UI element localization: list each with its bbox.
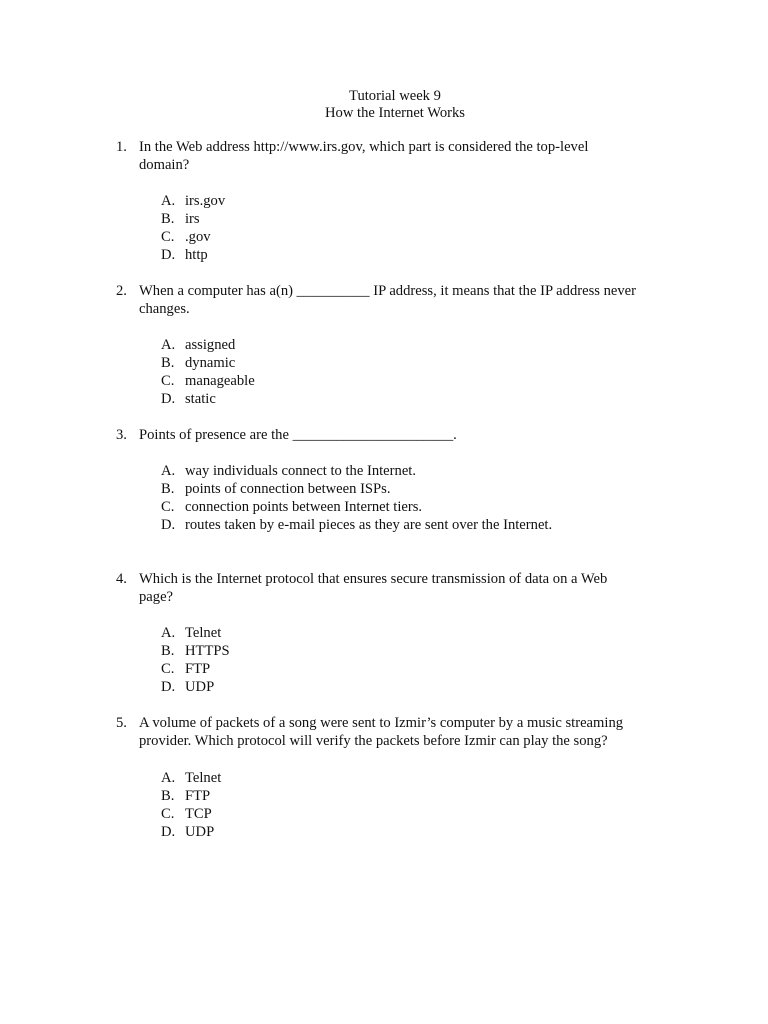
option-text: .gov [185, 229, 211, 245]
option-letter: D. [161, 247, 176, 263]
question-text-line: Points of presence are the ______________________. [139, 427, 457, 443]
question-3-options [0, 462, 768, 534]
option-a [0, 462, 768, 480]
question-text-line: changes. [139, 301, 190, 317]
option-letter: A. [161, 625, 176, 641]
option-text: http [185, 247, 208, 263]
option-letter: B. [161, 481, 175, 497]
option-letter: B. [161, 211, 175, 227]
option-b [0, 642, 768, 660]
document-title: Tutorial week 9 [349, 88, 441, 104]
option-letter: A. [161, 463, 176, 479]
question-text-line: provider. Which protocol will verify the packets before Izmir can play the song? [139, 733, 608, 749]
option-text: dynamic [185, 355, 236, 371]
option-text: Telnet [185, 770, 222, 786]
option-text: Telnet [185, 625, 222, 641]
option-b [0, 787, 768, 805]
option-text: irs.gov [185, 193, 226, 209]
option-letter: D. [161, 824, 176, 840]
option-text: manageable [185, 373, 255, 389]
question-5-options [0, 769, 768, 841]
option-text: UDP [185, 679, 215, 695]
option-text: points of connection between ISPs. [185, 481, 391, 497]
option-letter: D. [161, 517, 176, 533]
question-text [139, 138, 684, 174]
question-text [139, 570, 684, 606]
option-text: FTP [185, 788, 211, 804]
option-letter: C. [161, 229, 175, 245]
question-text-line: domain? [139, 157, 190, 173]
question-text-line: Which is the Internet protocol that ensures secure transmission of data on a Web [139, 571, 608, 587]
option-text: static [185, 391, 216, 407]
option-letter: D. [161, 679, 176, 695]
question-number: 1. [116, 139, 127, 155]
option-c [0, 805, 768, 823]
option-d [0, 823, 768, 841]
question-text [139, 426, 684, 444]
question-number: 5. [116, 715, 127, 731]
question-2-options [0, 336, 768, 408]
question-text [139, 714, 684, 750]
option-letter: C. [161, 661, 175, 677]
question-number: 3. [116, 427, 127, 443]
option-letter: D. [161, 391, 176, 407]
option-text: UDP [185, 824, 215, 840]
option-letter: C. [161, 499, 175, 515]
question-number: 4. [116, 571, 127, 587]
option-b [0, 480, 768, 498]
option-letter: B. [161, 355, 175, 371]
option-text: assigned [185, 337, 236, 353]
option-d [0, 390, 768, 408]
option-letter: B. [161, 643, 175, 659]
option-text: TCP [185, 806, 212, 822]
question-text-line: A volume of packets of a song were sent to Izmir’s computer by a music streaming [139, 715, 624, 731]
option-d [0, 678, 768, 696]
question-text-line: page? [139, 589, 174, 605]
question-4-options [0, 624, 768, 696]
option-text: FTP [185, 661, 211, 677]
option-text: routes taken by e-mail pieces as they are sent over the Internet. [185, 517, 553, 533]
option-c [0, 372, 768, 390]
option-letter: A. [161, 193, 176, 209]
option-c [0, 498, 768, 516]
option-letter: C. [161, 373, 175, 389]
option-a [0, 192, 768, 210]
question-number: 2. [116, 283, 127, 299]
option-letter: B. [161, 788, 175, 804]
option-text: way individuals connect to the Internet. [185, 463, 416, 479]
option-c [0, 660, 768, 678]
question-text-line: When a computer has a(n) __________ IP address, it means that the IP address never [139, 283, 636, 299]
option-b [0, 354, 768, 372]
question-text [139, 282, 684, 318]
question-1-options [0, 192, 768, 264]
option-a [0, 336, 768, 354]
option-letter: C. [161, 806, 175, 822]
option-a [0, 769, 768, 787]
option-c [0, 228, 768, 246]
option-letter: A. [161, 770, 176, 786]
option-d [0, 246, 768, 264]
option-text: irs [185, 211, 200, 227]
question-text-line: In the Web address http://www.irs.gov, which part is considered the top-level [139, 139, 589, 155]
option-text: HTTPS [185, 643, 230, 659]
option-a [0, 624, 768, 642]
option-b [0, 210, 768, 228]
option-d [0, 516, 768, 534]
option-letter: A. [161, 337, 176, 353]
option-text: connection points between Internet tiers. [185, 499, 423, 515]
document-subtitle: How the Internet Works [324, 105, 465, 121]
